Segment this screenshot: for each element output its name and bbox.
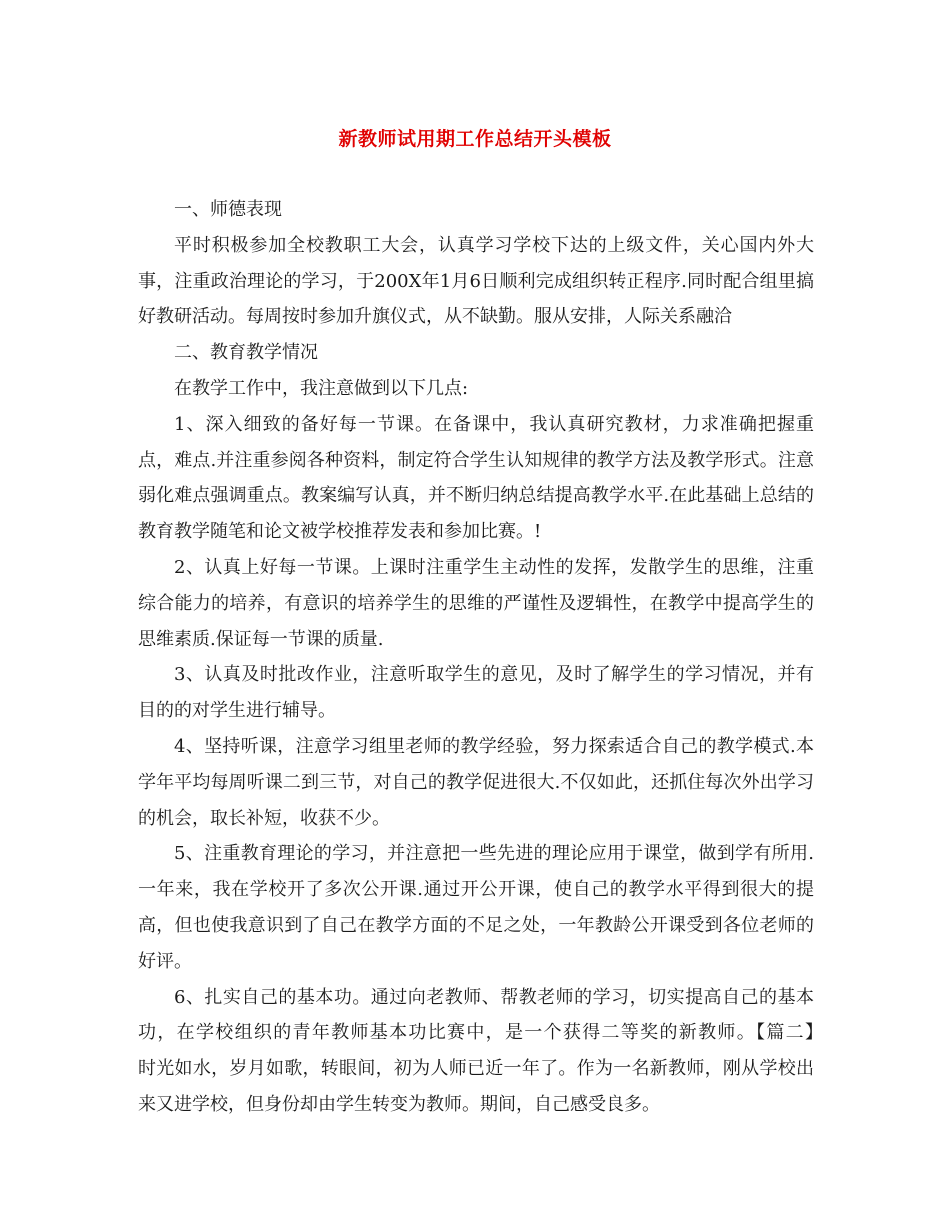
list-item: 2、认真上好每一节课。上课时注重学生主动性的发挥，发散学生的思维，注重综合能力的培养，有意识的培养学生的思维的严谨性及逻辑性，在教学中提高学生的思维素质.保证每一节课的质量. (138, 556, 814, 650)
section-heading-teaching: 二、教育教学情况 (174, 342, 318, 364)
list-item: 1、深入细致的备好每一节课。在备课中，我认真研究教材，力求准确把握重点，难点.并注重参阅各种资料，制定符合学生认知规律的教学方法及教学形式。注意弱化难点强调重点。教案编写认真，并不断归纳总结提高教学水平.在此基础上总结的教育教学随笔和论文被学校推荐发表和参加比赛。! (138, 413, 814, 543)
list-item: 4、坚持听课，注意学习组里老师的教学经验，努力探索适合自己的教学模式.本学年平均每周听课二到三节，对自己的教学促进很大.不仅如此，还抓住每次外出学习的机会，取长补短，收获不少。 (138, 735, 814, 829)
document-body (138, 192, 850, 1123)
paragraph: 平时积极参加全校教职工大会，认真学习学校下达的上级文件，关心国内外大事，注重政治理论的学习，于200X年1月6日顺利完成组织转正程序.同时配合组里搞好教研活动。每周按时参加升旗仪式，从不缺勤。服从安排，人际关系融洽 (138, 234, 814, 328)
list-item: 3、认真及时批改作业，注意听取学生的意见，及时了解学生的学习情况，并有目的的对学生进行辅导。 (138, 664, 814, 722)
paragraph: 在教学工作中，我注意做到以下几点: (174, 377, 469, 399)
section-heading-ethics: 一、师德表现 (174, 199, 282, 220)
list-item: 5、注重教育理论的学习，并注意把一些先进的理论应用于课堂，做到学有所用.一年来，我在学校开了多次公开课.通过开公开课，使自己的教学水平得到很大的提高，但也使我意识到了自己在教学方面的不足之处，一年教龄公开课受到各位老师的好评。 (138, 843, 814, 972)
list-item: 6、扎实自己的基本功。通过向老教师、帮教老师的学习，切实提高自己的基本功，在学校组织的青年教师基本功比赛中，是一个获得二等奖的新教师。【篇二】 时光如水，岁月如歌，转眼间，初为人师已近一年了。作为一名新教师，刚从学校出来又进学校，但身份却由学生转变为教师。期间，自己感受良多。 (138, 986, 850, 1115)
document-title: 新教师试用期工作总结开头模板 (338, 128, 612, 150)
